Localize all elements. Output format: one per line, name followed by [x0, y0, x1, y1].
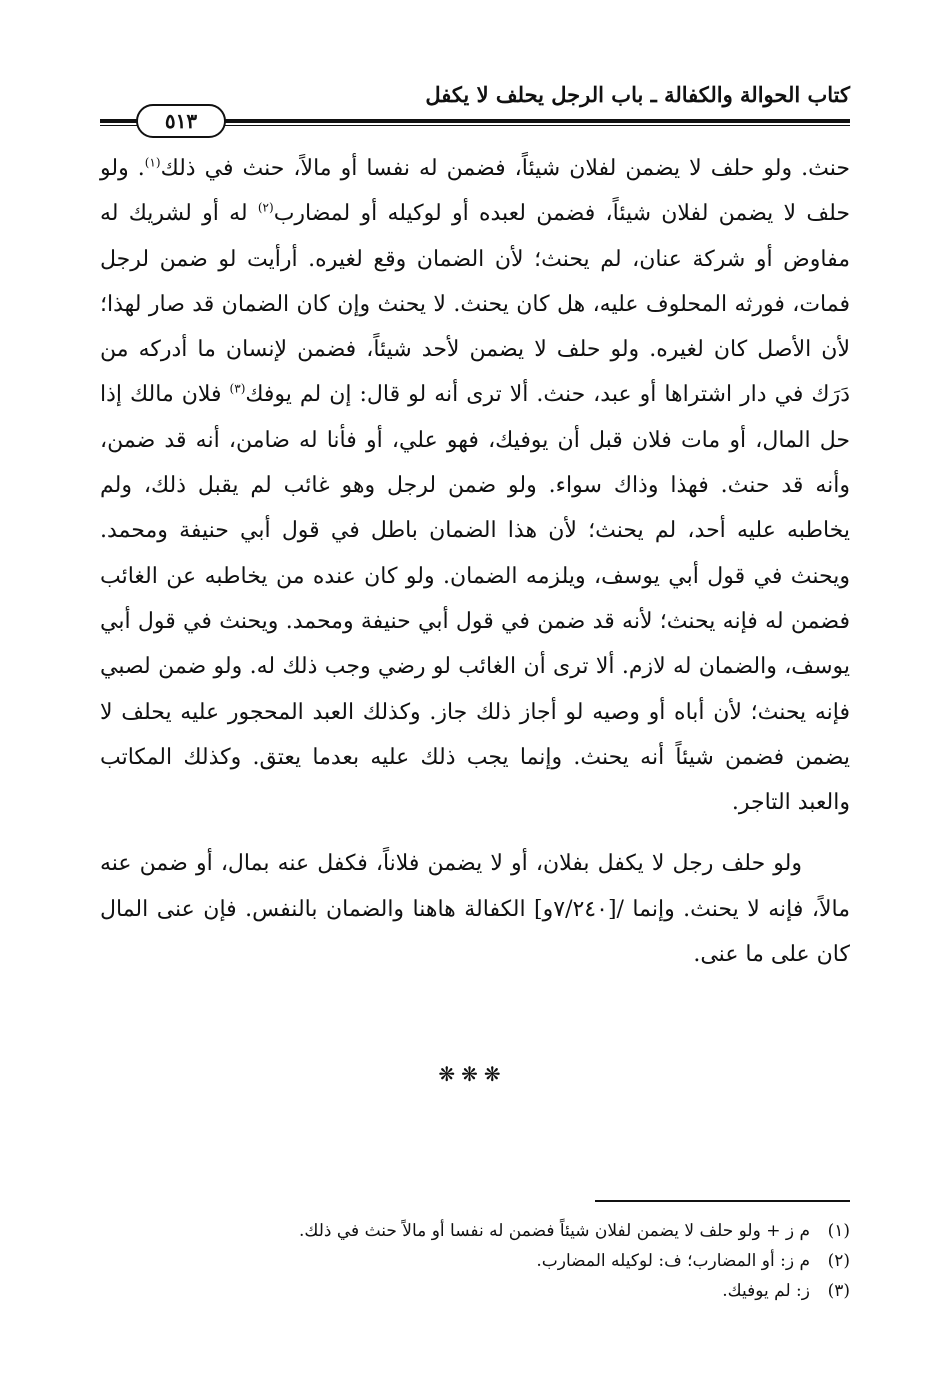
footnote-1 [150, 1216, 850, 1246]
footnote-3 [150, 1276, 850, 1306]
header-rule-thin [215, 125, 850, 126]
chapter-title: كتاب الحوالة والكفالة ـ باب الرجل يحلف لا يكفل [425, 82, 850, 107]
text-segment-4: فلان مالك إذا حل المال، أو مات فلان قبل أن يوفيك، فهو علي، أو فأنا له ضامن، أنه قد ضمن، وأنه قد حنث. فهذا وذاك سواء. ولو ضمن لرجل وهو غائب لم يقبل ذلك، ولم يخاطبه عليه أحد، لم يحنث؛ لأن هذا الضمان باطل في قول أبي حنيفة ومحمد. ويحنث في قول أبي يوسف، ويلزمه الضمان. ولو كان عنده من يخاطبه عن الغائب فضمن له فإنه يحنث؛ لأنه قد ضمن في قول أبي حنيفة ومحمد. ويحنث في قول أبي يوسف، والضمان له لازم. ألا ترى أن الغائب لو رضي وجب ذلك له. ولو ضمن لصبي فإنه يحنث؛ لأن أباه أو وصيه لو أجاز ذلك جاز. وكذلك العبد المحجور عليه يحلف لا يضمن فضمن شيئاً أنه يحنث. وإنما يجب ذلك عليه بعدما يعتق. وكذلك المكاتب والعبد التاجر. [100, 382, 851, 816]
footnote-text: ز: لم يوفيك. [722, 1281, 810, 1301]
text-segment-2: . ولو حلف لا يضمن لفلان شيئاً، فضمن لعبده أو لوكيله أو لمضارب [100, 156, 851, 227]
page-number-badge [136, 104, 226, 138]
page-number: ٥١٣ [164, 109, 198, 133]
header-rule [215, 119, 850, 123]
text-segment-1: حنث. ولو حلف لا يضمن لفلان شيئاً، فضمن له نفسا أو مالاً، حنث في ذلك [160, 156, 850, 181]
paragraph-1 [100, 146, 850, 825]
footnote-number: (٣) [827, 1281, 850, 1301]
footnote-separator [595, 1200, 850, 1202]
footnote-text: م ز: أو المضارب؛ ف: لوكيله المضارب. [536, 1251, 810, 1271]
footnote-number: (١) [827, 1221, 850, 1241]
header-rule-left [100, 119, 140, 123]
section-ornament: ❋❋❋ [438, 1062, 507, 1086]
header-rule-left-thin [100, 125, 140, 126]
text-segment-3: له أو لشريك له مفاوض أو شركة عنان، لم يحنث؛ لأن الضمان وقع لغيره. أرأيت لو ضمن لرجل فمات، فورثه المحلوف عليه، هل كان يحنث. لا يحنث وإن كان الضمان قد صار لهذا؛ لأن الأصل كان لغيره. ولو حلف لا يضمن لأحد شيئاً، فضمن لإنسان ما أدركه من دَرَك في دار اشتراها أو عبد، حنث. ألا ترى أنه لو قال: إن لم يوفك [100, 201, 850, 408]
footnote-ref-1[interactable]: (١) [144, 155, 161, 170]
footnote-ref-2[interactable]: (٢) [257, 200, 274, 215]
main-text [100, 146, 850, 977]
footnote-number: (٢) [827, 1251, 850, 1271]
running-header [100, 78, 850, 133]
paragraph-2: ولو حلف رجل لا يكفل بفلان، أو لا يضمن فلاناً، فكفل عنه بمال، أو ضمن عنه مالاً، فإنه لا يحنث. وإنما /[٧/٢٤٠و] الكفالة هاهنا والضمان بالنفس. فإن عنى المال كان على ما عنى. [100, 851, 850, 968]
footnote-text: م ز + ولو حلف لا يضمن لفلان شيئاً فضمن له نفسا أو مالاً حنث في ذلك. [298, 1221, 810, 1241]
footnote-ref-3[interactable]: (٣) [229, 382, 246, 397]
footnote-2 [150, 1246, 850, 1276]
footnotes [150, 1216, 850, 1306]
